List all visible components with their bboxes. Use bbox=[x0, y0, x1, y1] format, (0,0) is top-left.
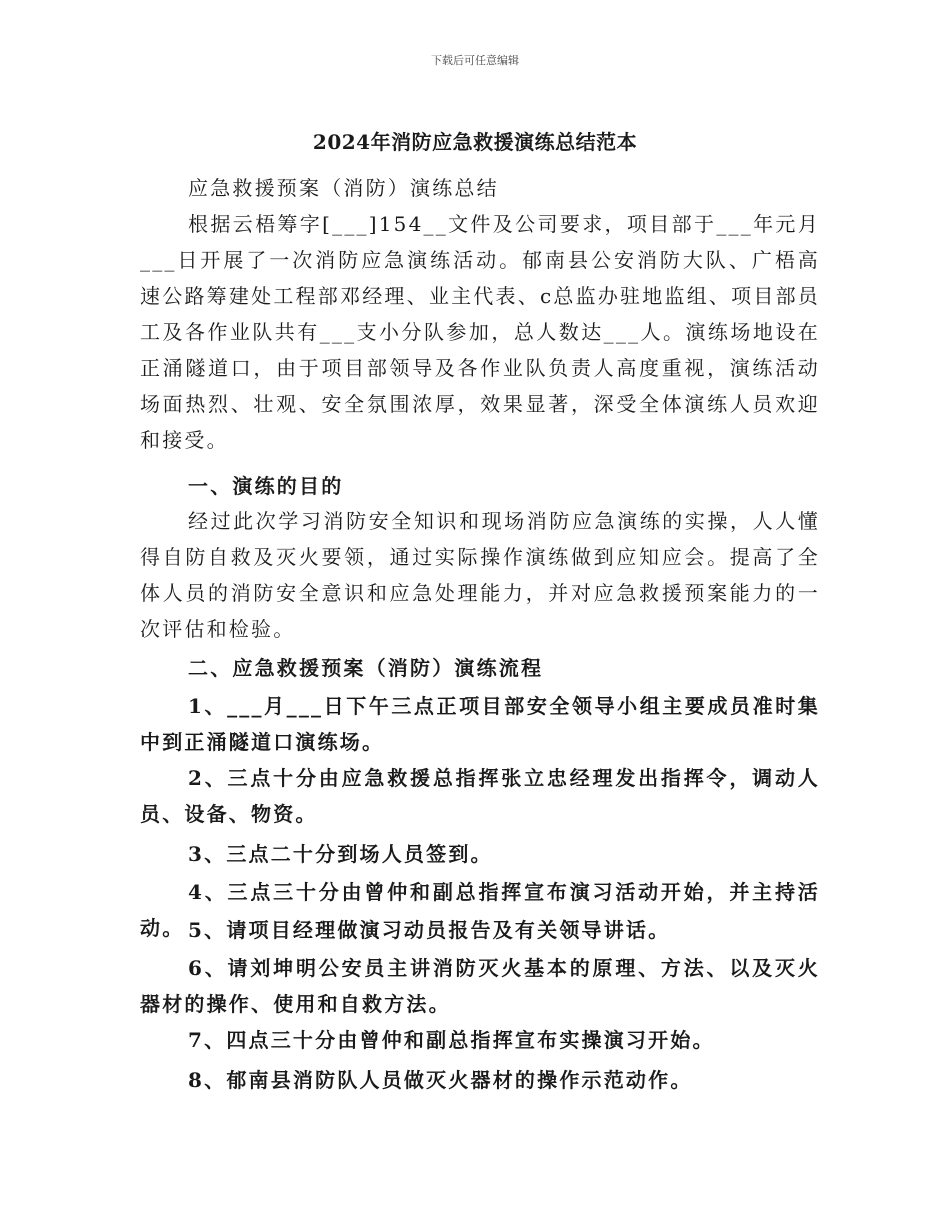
process-step: 2、三点十分由应急救援总指挥张立忠经理发出指挥令，调动人员、设备、物资。 bbox=[140, 766, 820, 826]
section-heading-process: 二、应急救援预案（消防）演练流程 bbox=[188, 656, 544, 680]
subtitle: 应急救援预案（消防）演练总结 bbox=[188, 176, 499, 200]
process-step: 4、三点三十分由曾仲和副总指挥宣布演习活动开始，并主持活动。 bbox=[140, 880, 820, 940]
process-step: 7、四点三十分由曾仲和副总指挥宣布实操演习开始。 bbox=[188, 1028, 715, 1052]
document-title: 2024年消防应急救援演练总结范本 bbox=[312, 130, 638, 154]
purpose-paragraph: 经过此次学习消防安全知识和现场消防应急演练的实操，人人懂得自防自救及灭火要领，通过实际操作演练做到应知应会。提高了全体人员的消防安全意识和应急处理能力，并对应急救援预案能力的一次评估和检验。 bbox=[140, 509, 820, 641]
process-step: 6、请刘坤明公安员主讲消防灭火基本的原理、方法、以及灭火器材的操作、使用和自救方法。 bbox=[140, 956, 820, 1016]
section-heading-purpose: 一、演练的目的 bbox=[188, 474, 344, 498]
header-note: 下载后可任意编辑 bbox=[431, 54, 519, 67]
intro-paragraph: 根据云梧筹字[___]154__文件及公司要求，项目部于___年元月___日开展了一次消防应急演练活动。郁南县公安消防大队、广梧高速公路筹建处工程部邓经理、业主代表、c总监办驻地监组、项目部员工及各作业队共有___支小分队参加，总人数达___人。演练场地设在正涌隧道口，由于项目部领导及各作业队负责人高度重视，演练活动场面热烈、壮观、安全氛围浓厚，效果显著，深受全体演练人员欢迎和接受。 bbox=[140, 212, 820, 452]
process-step: 3、三点二十分到场人员签到。 bbox=[188, 842, 493, 866]
process-step: 5、请项目经理做演习动员报告及有关领导讲话。 bbox=[188, 918, 671, 942]
process-step: 1、___月___日下午三点正项目部安全领导小组主要成员准时集中到正涌隧道口演练场。 bbox=[140, 694, 820, 754]
process-step: 8、郁南县消防队人员做灭火器材的操作示范动作。 bbox=[188, 1068, 693, 1092]
